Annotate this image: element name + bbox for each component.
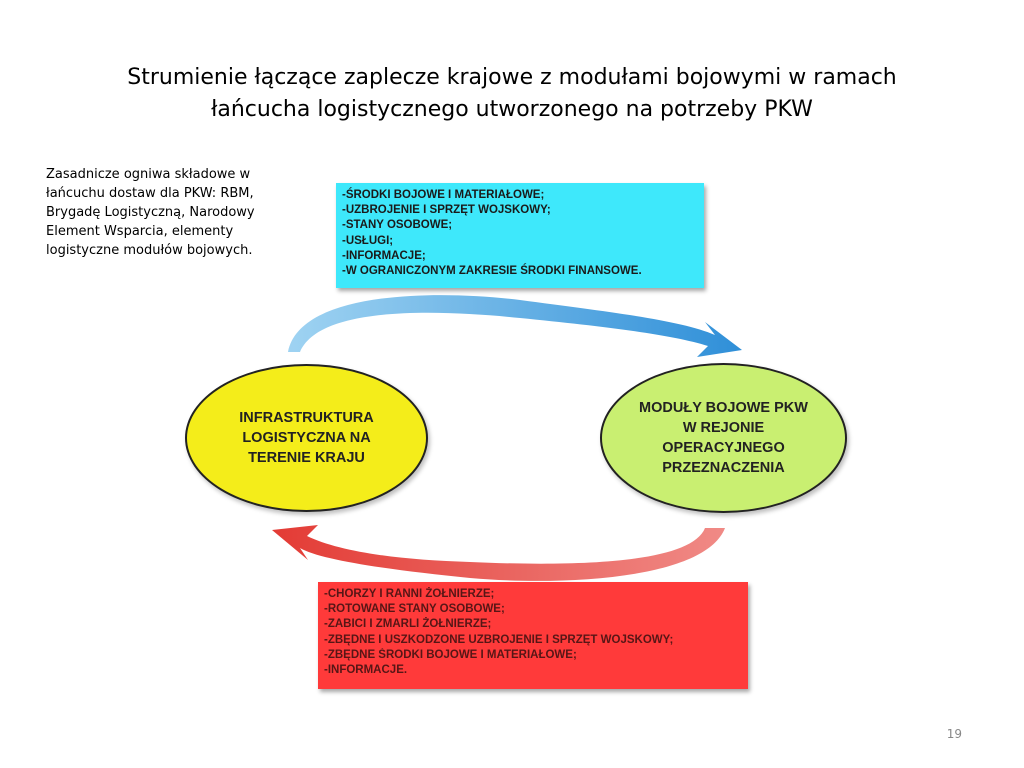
return-flow-item: -ZBĘDNE I USZKODZONE UZBROJENIE I SPRZĘT WOJSKOWY;	[324, 633, 674, 646]
node-label-line: TERENIE KRAJU	[248, 450, 365, 466]
slide-title-line-2: łańcucha logistycznego utworzonego na potrzeby PKW	[211, 97, 813, 122]
side-note	[46, 165, 286, 260]
return-flow-item: -INFORMACJE.	[324, 664, 408, 677]
return-flow-box	[318, 582, 748, 689]
node-label-line: PRZEZNACZENIA	[662, 460, 785, 476]
slide-title-line-1: Strumienie łączące zaplecze krajowe z modułami bojowymi w ramach	[127, 65, 897, 90]
forward-flow-item: -STANY OSOBOWE;	[342, 219, 453, 232]
node-label-line: MODUŁY BOJOWE PKW	[639, 400, 808, 416]
side-note-line: Zasadnicze ogniwa składowe w	[46, 167, 251, 182]
side-note-line: logistyczne modułów bojowych.	[46, 243, 253, 258]
return-flow-item: -ROTOWANE STANY OSOBOWE;	[324, 603, 505, 616]
side-note-line: Brygadę Logistyczną, Narodowy	[46, 205, 255, 220]
side-note-line: łańcuchu dostaw dla PKW: RBM,	[46, 186, 254, 201]
forward-flow-item: -INFORMACJE;	[342, 249, 426, 262]
forward-flow-arrow	[288, 295, 742, 357]
side-note-line: Element Wsparcia, elementy	[46, 224, 234, 239]
home-infrastructure-node	[185, 364, 428, 512]
forward-flow-item: -USŁUGI;	[342, 234, 394, 247]
return-flow-item: -CHORZY I RANNI ŻOŁNIERZE;	[324, 588, 495, 600]
slide-title	[60, 62, 964, 126]
node-label-line: OPERACYJNEGO	[662, 440, 785, 456]
node-label-line: LOGISTYCZNA NA	[242, 430, 371, 446]
forward-flow-box	[336, 183, 704, 288]
return-flow-item: -ZABICI I ZMARLI ŻOŁNIERZE;	[324, 618, 492, 631]
combat-modules-node	[600, 363, 847, 513]
node-label-line: INFRASTRUKTURA	[239, 410, 374, 426]
return-flow-arrow	[272, 525, 725, 581]
page-number: 19	[946, 727, 962, 741]
forward-flow-item: -ŚRODKI BOJOWE I MATERIAŁOWE;	[342, 189, 545, 201]
return-flow-item: -ZBĘDNE ŚRODKI BOJOWE I MATERIAŁOWE;	[324, 648, 577, 661]
forward-flow-item: -W OGRANICZONYM ZAKRESIE ŚRODKI FINANSOWE.	[342, 265, 642, 278]
node-label-line: W REJONIE	[682, 420, 765, 436]
forward-flow-item: -UZBROJENIE I SPRZĘT WOJSKOWY;	[342, 204, 551, 217]
